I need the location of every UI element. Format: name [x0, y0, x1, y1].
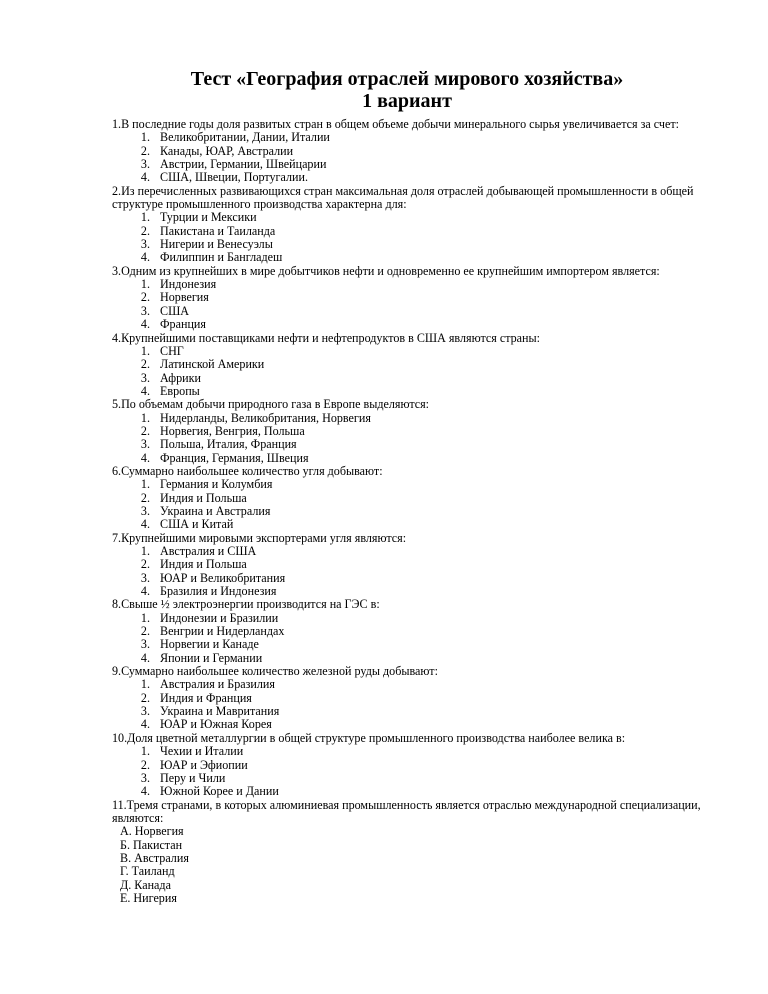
- option-number: 1.: [140, 744, 150, 759]
- option-number: 4.: [140, 250, 150, 265]
- option-number: 4.: [140, 717, 150, 732]
- answer-option: [112, 412, 702, 425]
- option-number: 2.: [140, 557, 150, 572]
- option-text: Индия и Польша: [160, 490, 247, 505]
- question-text: 1.В последние годы доля развитых стран в общем объеме добычи минерального сырья увеличивается за счет:: [112, 117, 679, 131]
- option-text: ЮАР и Великобритания: [160, 570, 286, 585]
- option-number: 4.: [140, 650, 150, 665]
- option-text: Чехии и Италии: [160, 744, 244, 759]
- answer-options: [112, 412, 702, 465]
- option-text: Нигерии и Венесуэлы: [160, 237, 273, 252]
- option-text: Украина и Мавритания: [160, 704, 280, 719]
- option-text: Пакистана и Таиланда: [160, 223, 276, 238]
- option-number: 4.: [140, 170, 150, 185]
- option-text: США: [160, 303, 190, 318]
- option-text: СНГ: [160, 343, 184, 358]
- answer-option: [112, 131, 702, 144]
- answer-options: [112, 478, 702, 531]
- answer-option: [112, 425, 702, 438]
- answer-option: [112, 345, 702, 358]
- answer-options: [112, 211, 702, 264]
- option-number: 1.: [140, 410, 150, 425]
- option-text: Германия и Колумбия: [160, 477, 273, 492]
- answer-option: [112, 785, 702, 798]
- question-text: 4.Крупнейшими поставщиками нефти и нефтепродуктов в США являются страны:: [112, 330, 540, 345]
- option-number: 4.: [140, 317, 150, 332]
- option-text: ЮАР и Южная Корея: [160, 717, 272, 732]
- questions-list: [112, 118, 702, 799]
- option-number: 1.: [140, 477, 150, 492]
- answer-option: [112, 705, 702, 718]
- option-number: 1.: [140, 677, 150, 692]
- answer-options: [112, 545, 702, 598]
- option-text: Филиппин и Бангладеш: [160, 250, 283, 265]
- option-text: Африки: [160, 370, 201, 385]
- question-10: [112, 732, 702, 799]
- option-number: 3.: [140, 370, 150, 385]
- answer-option: [112, 625, 702, 638]
- option-text: Индонезия: [160, 277, 217, 292]
- question-text: 9.Суммарно наибольшее количество железной руды добывают:: [112, 664, 438, 679]
- question-text: 7.Крупнейшими мировыми экспортерами угля являются:: [112, 530, 407, 545]
- answer-options: [112, 678, 702, 731]
- answer-options: [112, 745, 702, 798]
- answer-option: Б. Пакистан: [120, 837, 183, 852]
- option-number: 1.: [140, 343, 150, 358]
- answer-options: [112, 612, 702, 665]
- option-number: 3.: [140, 437, 150, 452]
- option-text: Великобритании, Дании, Италии: [160, 130, 330, 145]
- option-number: 2.: [140, 223, 150, 238]
- question-text: 2.Из перечисленных развивающихся стран максимальная доля отраслей добывающей промышленности в общей структуре промышленного производства характерна для:: [112, 183, 694, 212]
- question-7: [112, 532, 702, 599]
- option-number: 3.: [140, 770, 150, 785]
- option-number: 3.: [140, 637, 150, 652]
- option-text: Европы: [160, 383, 200, 398]
- answer-option: [112, 745, 702, 758]
- answer-option: [112, 652, 702, 665]
- option-text: Турции и Мексики: [160, 210, 257, 225]
- answer-option: [112, 385, 702, 398]
- answer-option: [112, 692, 702, 705]
- answer-options: [112, 345, 702, 398]
- answer-options: [112, 131, 702, 184]
- option-number: 1.: [140, 544, 150, 558]
- answer-option: [112, 545, 702, 558]
- option-number: 2.: [140, 690, 150, 705]
- question-5: [112, 398, 702, 465]
- option-number: 4.: [140, 383, 150, 398]
- question-1: [112, 118, 702, 185]
- question-text: 3.Одним из крупнейших в мире добытчиков нефти и одновременно ее крупнейшим импортером является:: [112, 263, 660, 278]
- question-8: [112, 598, 702, 665]
- option-number: 3.: [140, 237, 150, 252]
- answer-option: [112, 718, 702, 731]
- answer-option: [112, 585, 702, 598]
- option-number: 1.: [140, 610, 150, 625]
- option-text: Австрии, Германии, Швейцарии: [160, 157, 327, 172]
- option-number: 2.: [140, 423, 150, 438]
- option-text: Латинской Америки: [160, 357, 265, 372]
- option-text: Польша, Италия, Франция: [160, 437, 297, 452]
- option-text: Канады, ЮАР, Австралии: [160, 143, 294, 158]
- option-text: Австралия и США: [160, 544, 257, 558]
- document-page: [112, 68, 702, 905]
- option-text: Японии и Германии: [160, 650, 263, 665]
- option-number: 3.: [140, 570, 150, 585]
- answer-option: [112, 305, 702, 318]
- option-number: 4.: [140, 584, 150, 599]
- option-number: 1.: [140, 277, 150, 292]
- answer-option: [112, 278, 702, 291]
- question-11: [112, 799, 702, 906]
- option-text: Франция: [160, 317, 206, 332]
- answer-option: [112, 318, 702, 331]
- option-number: 2.: [140, 357, 150, 372]
- answer-option: [112, 478, 702, 491]
- question-2: [112, 185, 702, 265]
- option-text: Франция, Германия, Швеция: [160, 450, 309, 465]
- answer-option: [112, 518, 702, 531]
- answer-option: [112, 452, 702, 465]
- answer-option: [112, 638, 702, 651]
- answer-option: В. Австралия: [120, 850, 189, 865]
- option-text: Индия и Франция: [160, 690, 252, 705]
- answer-option: [112, 438, 702, 451]
- answer-options: [112, 278, 702, 331]
- option-number: 3.: [140, 303, 150, 318]
- option-text: Индонезии и Бразилии: [160, 610, 279, 625]
- option-number: 3.: [140, 704, 150, 719]
- answer-option: Г. Таиланд: [120, 864, 175, 879]
- answer-option: А. Норвегия: [120, 824, 184, 839]
- answer-option: [112, 171, 702, 184]
- title-block: [112, 68, 702, 112]
- answer-option: [112, 612, 702, 625]
- answer-option: [112, 238, 702, 251]
- question-text: 10.Доля цветной металлургии в общей структуре промышленного производства наиболее велика в:: [112, 730, 626, 745]
- option-text: США и Китай: [160, 517, 234, 532]
- answer-option: [112, 505, 702, 518]
- option-text: США, Швеции, Португалии.: [160, 170, 308, 185]
- question-9: [112, 665, 702, 732]
- answer-option: Д. Канада: [120, 877, 171, 892]
- option-text: Австралия и Бразилия: [160, 677, 275, 692]
- option-number: 2.: [140, 290, 150, 305]
- answer-option: [112, 772, 702, 785]
- option-number: 4.: [140, 784, 150, 799]
- option-number: 1.: [140, 130, 150, 145]
- option-text: Бразилия и Индонезия: [160, 584, 277, 599]
- option-number: 3.: [140, 503, 150, 518]
- question-text: 6.Суммарно наибольшее количество угля добывают:: [112, 463, 383, 478]
- question-4: [112, 332, 702, 399]
- answer-option: [112, 251, 702, 264]
- option-text: Перу и Чили: [160, 770, 226, 785]
- variant-title: 1 вариант: [362, 90, 452, 112]
- page-title: Тест «География отраслей мирового хозяйства»: [190, 68, 624, 90]
- question-6: [112, 465, 702, 532]
- option-number: 3.: [140, 157, 150, 172]
- option-number: 1.: [140, 210, 150, 225]
- option-number: 2.: [140, 143, 150, 158]
- answer-option: [112, 678, 702, 691]
- answer-option: [112, 572, 702, 585]
- option-number: 2.: [140, 490, 150, 505]
- option-text: Индия и Польша: [160, 557, 247, 572]
- option-text: ЮАР и Эфиопии: [160, 757, 248, 772]
- question-3: [112, 265, 702, 332]
- option-text: Норвегия, Венгрия, Польша: [160, 423, 305, 438]
- option-number: 2.: [140, 757, 150, 772]
- answer-option: [112, 492, 702, 505]
- question-text: 5.По объемам добычи природного газа в Европе выделяются:: [112, 397, 430, 412]
- question-text: 11.Тремя странами, в которых алюминиевая промышленность является отраслью международной специализации, являются:: [112, 797, 701, 825]
- answer-option: [112, 225, 702, 238]
- answer-option: [112, 759, 702, 772]
- answer-option: [112, 145, 702, 158]
- answer-option: [112, 291, 702, 304]
- option-text: Нидерланды, Великобритания, Норвегия: [160, 410, 371, 425]
- answer-option: [112, 372, 702, 385]
- answer-option: Е. Нигерия: [120, 890, 177, 905]
- option-number: 4.: [140, 517, 150, 532]
- option-text: Венгрии и Нидерландах: [160, 624, 285, 639]
- question-text: 8.Свыше ½ электроэнергии производится на ГЭС в:: [112, 597, 380, 612]
- answer-options: [112, 825, 702, 905]
- answer-option: [112, 358, 702, 371]
- answer-option: [112, 558, 702, 571]
- option-text: Южной Корее и Дании: [160, 784, 279, 799]
- option-text: Норвегия: [160, 290, 209, 305]
- option-text: Украина и Австралия: [160, 503, 271, 518]
- option-number: 4.: [140, 450, 150, 465]
- option-text: Норвегии и Канаде: [160, 637, 259, 652]
- answer-option: [112, 211, 702, 224]
- answer-option: [112, 158, 702, 171]
- option-number: 2.: [140, 624, 150, 639]
